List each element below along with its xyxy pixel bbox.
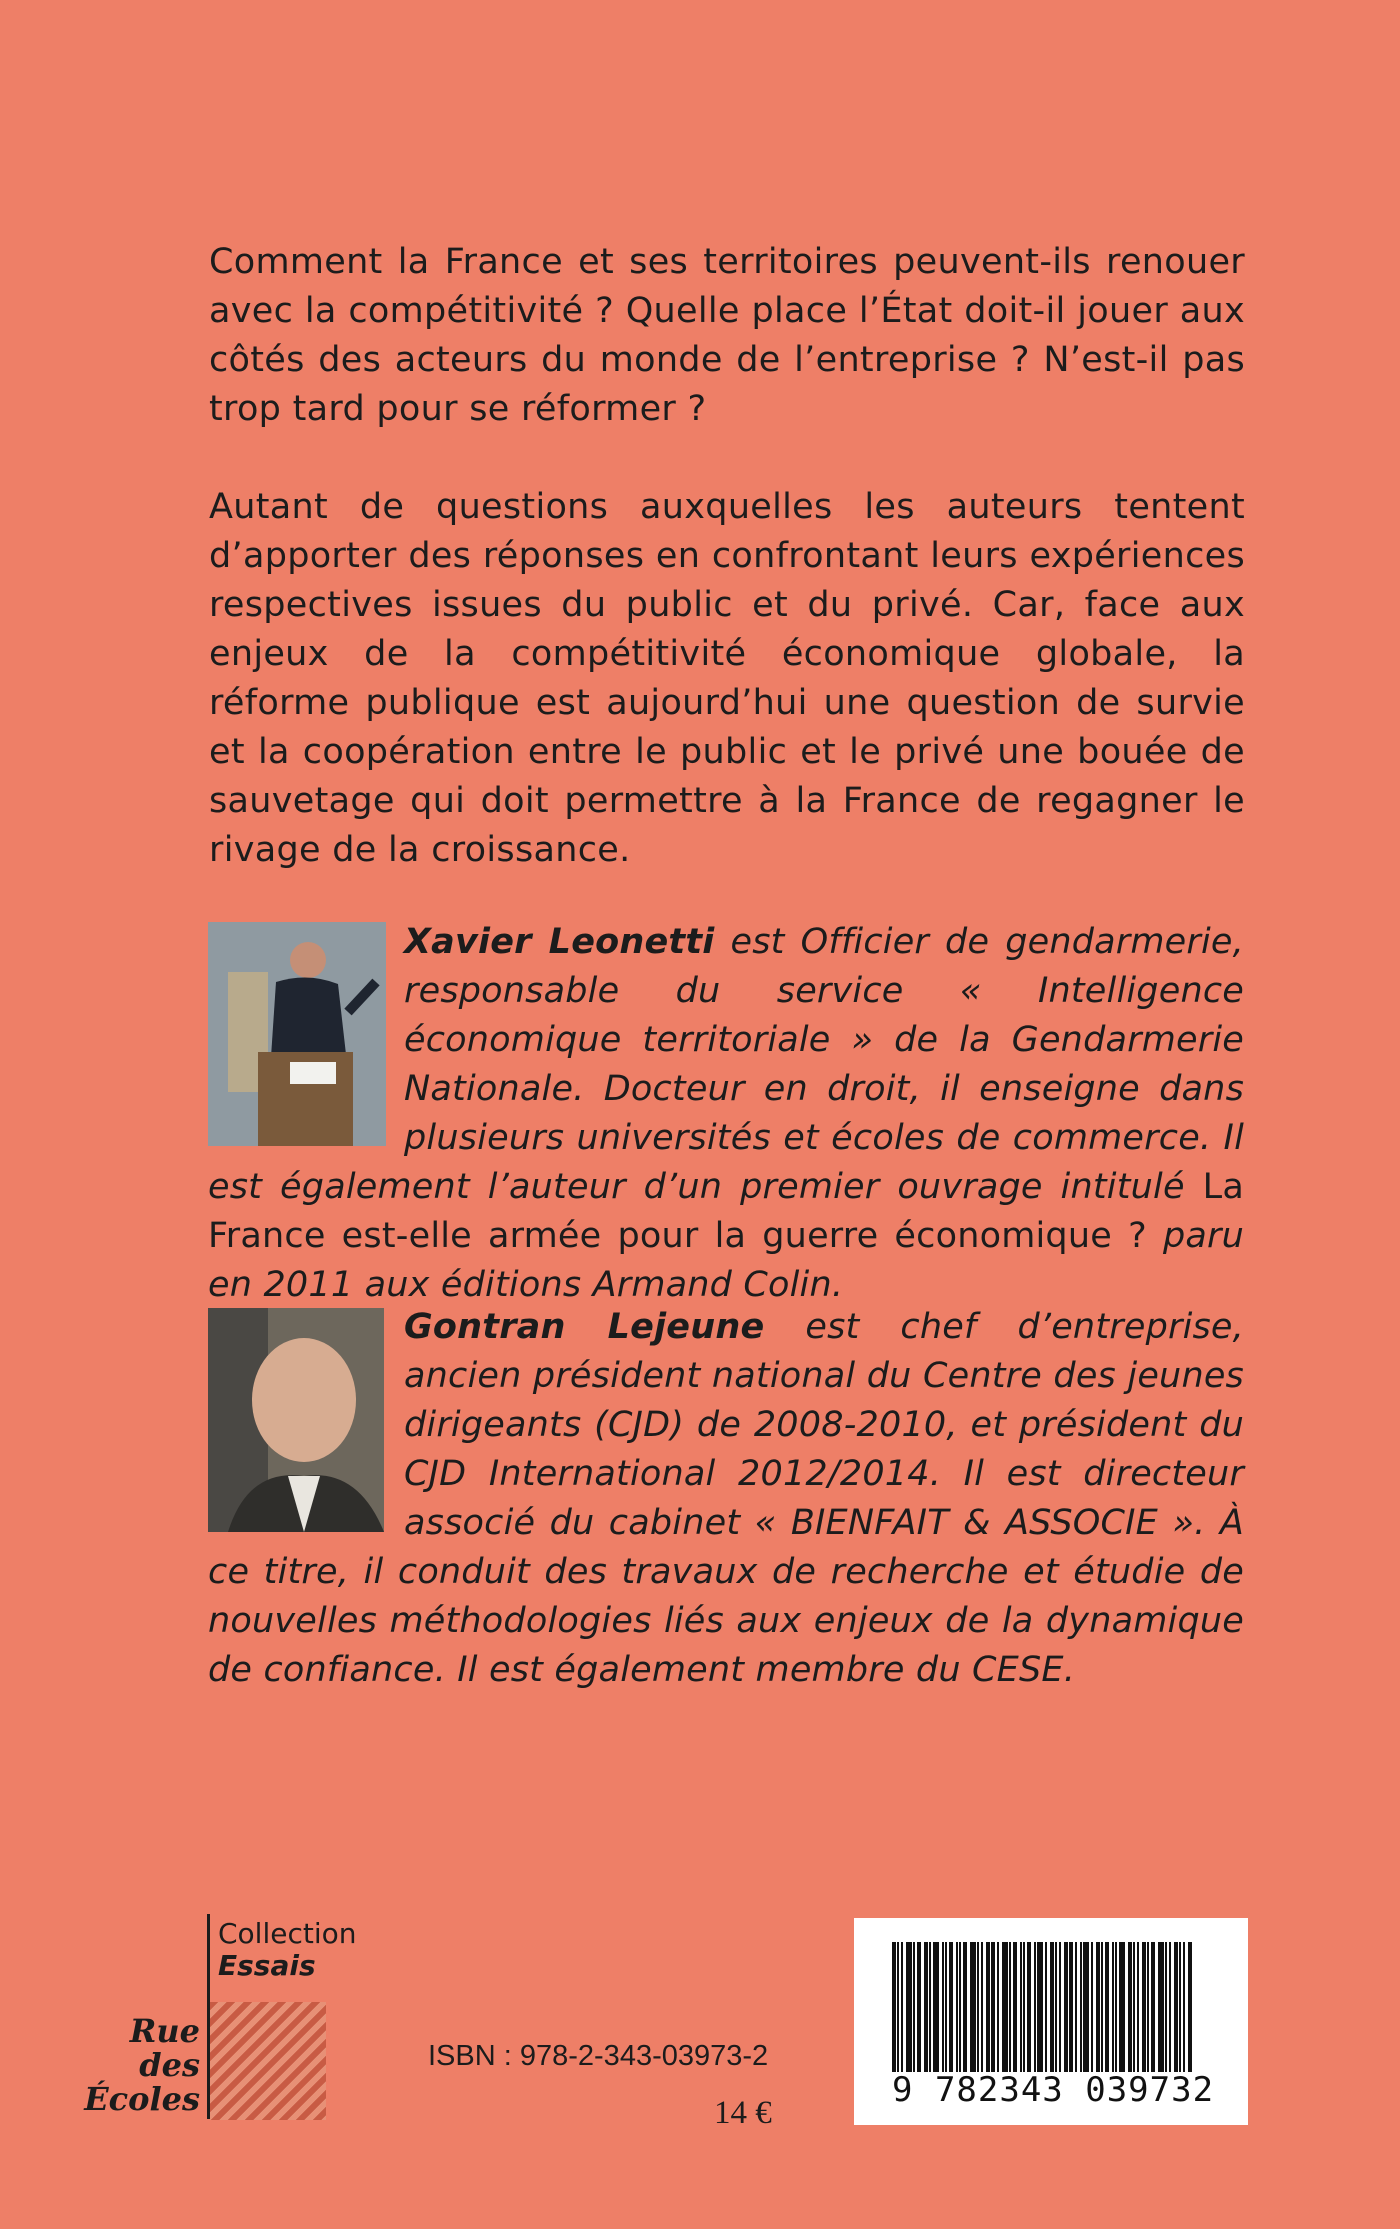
barcode-stripe (949, 1942, 953, 2072)
barcode-stripe (1119, 1942, 1125, 2072)
barcode-stripe (1112, 1942, 1114, 2072)
barcode-digits: 9 782343 039732 (892, 2070, 1215, 2110)
barcode-stripe (1169, 1942, 1171, 2072)
collection-name: Essais (218, 1949, 316, 1982)
barcode-stripe (1059, 1942, 1061, 2072)
barcode-stripe (913, 1942, 915, 2072)
barcode-stripe (1115, 1942, 1117, 2072)
barcode-stripe (1002, 1942, 1008, 2072)
barcode-stripe (901, 1942, 903, 2072)
barcode-stripe (1013, 1942, 1017, 2072)
author-1-bio-part-2: paru en 2011 aux éditions Armand Colin. (208, 1216, 1244, 1305)
barcode-stripe (1179, 1942, 1181, 2072)
barcode-stripe (1055, 1942, 1057, 2072)
barcode-stripe (1075, 1942, 1077, 2072)
barcode-bars (892, 1942, 1212, 2072)
collection-label: Collection (218, 1917, 357, 1950)
author-1-bio-part-1: est Officier de gendarmerie, responsable du service « Intelligence économique territoriale » de la Gendarmerie Nationale. Docteur en droit, il enseigne dans plusieurs universités et écoles de commerce. Il est également l’auteur d’un premier ouvrage intitulé (208, 922, 1244, 1207)
barcode-stripe (1183, 1942, 1185, 2072)
barcode-stripe (1034, 1942, 1036, 2072)
author-1-photo (208, 922, 386, 1146)
barcode-stripe (1080, 1942, 1082, 2072)
summary-paragraph-2: Autant de questions auxquelles les auteurs tentent d’apporter des réponses en confrontant leurs expériences respectives issues du public et du privé. Car, face aux enjeux de la compétitivité économique globale, la réforme publique est aujourd’hui une question de survie et la coopération entre le public et le privé une bouée de sauvetage qui doit permettre à la France de regagner le rivage de la croissance. (209, 487, 1245, 870)
barcode-stripe (963, 1942, 967, 2072)
barcode-stripe (1020, 1942, 1022, 2072)
rooftops-image (210, 2002, 326, 2120)
collection-logo (70, 1914, 370, 2134)
barcode-stripe (1174, 1942, 1178, 2072)
barcode (854, 1918, 1248, 2125)
barcode-stripe (1023, 1942, 1025, 2072)
barcode-stripe (924, 1942, 928, 2072)
barcode-stripe (1096, 1942, 1100, 2072)
barcode-stripe (929, 1942, 931, 2072)
author-2-name: Gontran Lejeune (404, 1307, 765, 1347)
barcode-stripe (1142, 1942, 1146, 2072)
barcode-stripe (981, 1942, 983, 2072)
price-label: 14 € (714, 2095, 772, 2131)
author-1-name: Xavier Leonetti (404, 922, 715, 962)
publisher-logo-text: Rue des Écoles (84, 2012, 200, 2118)
author-2-photo (208, 1308, 384, 1532)
barcode-stripe (1009, 1942, 1011, 2072)
author-1-book-title: La France est-elle armée pour la guerre économique ? (208, 1167, 1244, 1256)
barcode-stripe (1151, 1942, 1155, 2072)
barcode-stripe (1050, 1942, 1054, 2072)
barcode-stripe (986, 1942, 990, 2072)
barcode-stripe (906, 1942, 912, 2072)
barcode-stripe (1101, 1942, 1103, 2072)
barcode-stripe (1069, 1942, 1073, 2072)
barcode-stripe (956, 1942, 958, 2072)
barcode-stripe (1147, 1942, 1149, 2072)
summary-paragraph-1: Comment la France et ses territoires peuvent-ils renouer avec la compétitivité ? Quelle place l’État doit-il jouer aux côtés des acteurs du monde de l’entreprise ? N’est-il pas trop tard pour se réformer ? (209, 242, 1245, 429)
isbn-label: ISBN : 978-2-343-03973-2 (428, 2040, 769, 2072)
barcode-stripe (1137, 1942, 1139, 2072)
barcode-stripe (970, 1942, 976, 2072)
barcode-stripe (1037, 1942, 1043, 2072)
speaker-photo-illustration (208, 922, 386, 1146)
barcode-stripe (892, 1942, 896, 2072)
barcode-stripe (897, 1942, 899, 2072)
author-2-bio-text: est chef d’entreprise, ancien président national du Centre des jeunes dirigeants (CJD) de 2008-2010, et président du CJD International 2012/2014. Il est directeur associé du cabinet « BIENFAIT & ASSOCIE ». À ce titre, il conduit des travaux de recherche et étudie de nouvelles méthodologies liés aux enjeux de la dynamique de confiance. Il est également membre du CESE. (208, 1307, 1244, 1690)
barcode-stripe (1027, 1942, 1031, 2072)
barcode-stripe (1083, 1942, 1089, 2072)
barcode-stripe (945, 1942, 947, 2072)
barcode-stripe (942, 1942, 944, 2072)
barcode-stripe (933, 1942, 939, 2072)
barcode-stripe (1165, 1942, 1167, 2072)
barcode-stripe (977, 1942, 979, 2072)
barcode-stripe (959, 1942, 961, 2072)
barcode-stripe (1188, 1942, 1192, 2072)
barcode-stripe (1064, 1942, 1068, 2072)
barcode-stripe (991, 1942, 995, 2072)
barcode-stripe (917, 1942, 921, 2072)
barcode-stripe (1045, 1942, 1047, 2072)
barcode-stripe (1128, 1942, 1132, 2072)
barcode-stripe (1133, 1942, 1135, 2072)
barcode-stripe (1105, 1942, 1109, 2072)
barcode-stripe (997, 1942, 999, 2072)
portrait-photo-illustration (208, 1308, 384, 1532)
barcode-stripe (1091, 1942, 1093, 2072)
barcode-stripe (1158, 1942, 1164, 2072)
